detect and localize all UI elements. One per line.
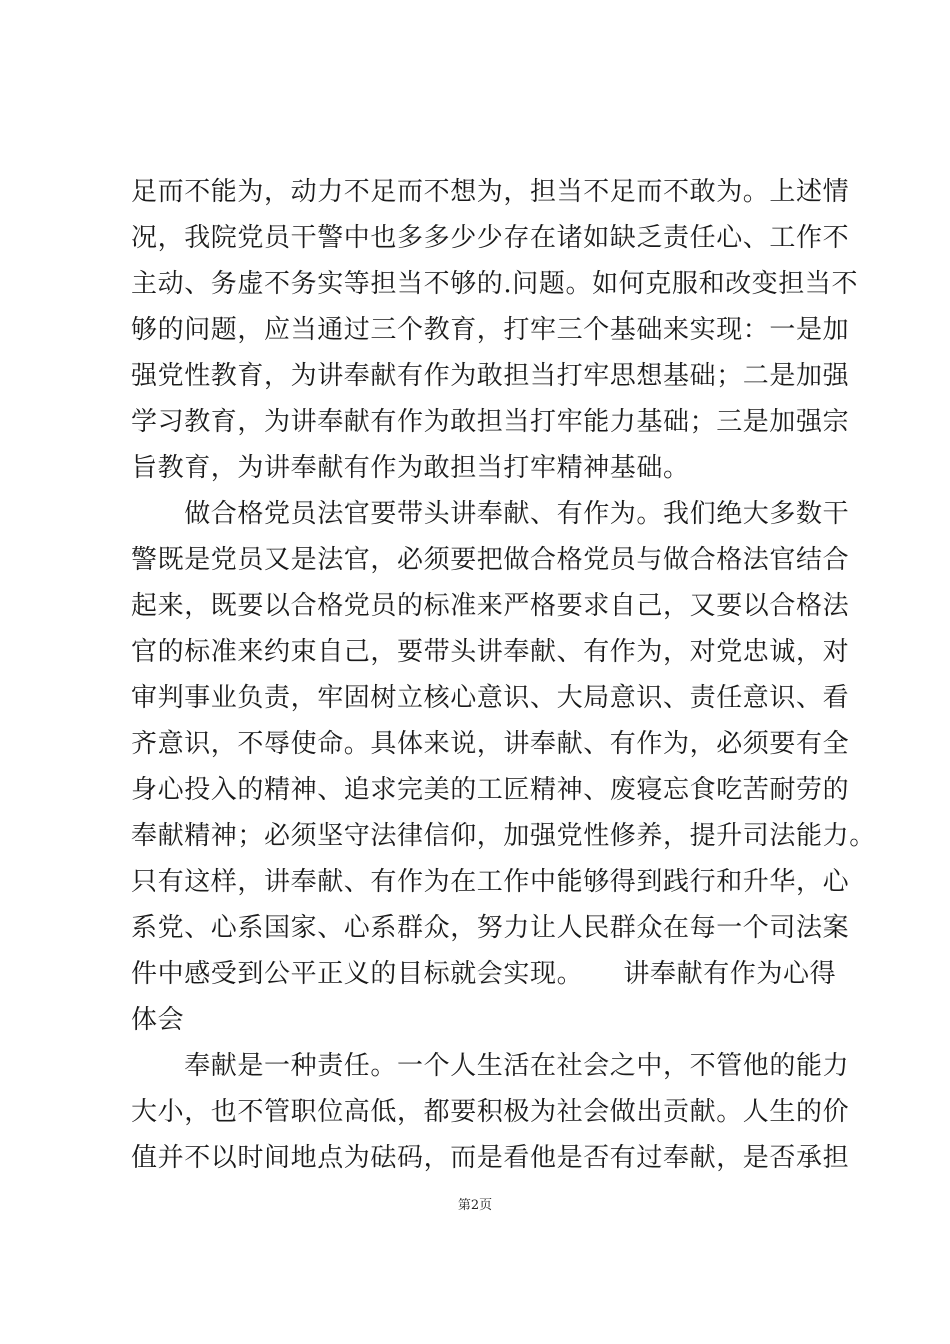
text-line: 体会 — [131, 1005, 185, 1035]
text-line: 主动、务虚不务实等担当不够的.问题。如何克服和改变担当不 — [131, 269, 859, 299]
text-line: 做合格党员法官要带头讲奉献、有作为。我们绝大多数干 — [131, 499, 850, 529]
text-line: 奉献是一种责任。一个人生活在社会之中，不管他的能力 — [131, 1051, 850, 1081]
text-line: 大小，也不管职位高低，都要积极为社会做出贡献。人生的价 — [131, 1097, 850, 1127]
text-line: 起来，既要以合格党员的标准来严格要求自己，又要以合格法 — [131, 591, 850, 621]
text-line: 够的问题，应当通过三个教育，打牢三个基础来实现：一是加 — [131, 315, 850, 345]
text-line: 身心投入的精神、追求完美的工匠精神、废寝忘食吃苦耐劳的 — [131, 775, 850, 805]
text-line: 足而不能为，动力不足而不想为，担当不足而不敢为。上述情 — [131, 177, 850, 207]
text-line: 警既是党员又是法官，必须要把做合格党员与做合格法官结合 — [131, 545, 850, 575]
text-line: 强党性教育，为讲奉献有作为敢担当打牢思想基础；二是加强 — [131, 361, 850, 391]
text-line: 审判事业负责，牢固树立核心意识、大局意识、责任意识、看 — [131, 683, 850, 713]
page-number: 第2页 — [457, 1198, 493, 1213]
text-line: 值并不以时间地点为砝码，而是看他是否有过奉献，是否承担 — [131, 1143, 850, 1173]
text-line: 况，我院党员干警中也多多少少存在诸如缺乏责任心、工作不 — [131, 223, 850, 253]
text-line: 学习教育，为讲奉献有作为敢担当打牢能力基础；三是加强宗 — [131, 407, 850, 437]
text-line: 奉献精神；必须坚守法律信仰，加强党性修养，提升司法能力。 — [131, 821, 876, 851]
text-line: 旨教育，为讲奉献有作为敢担当打牢精神基础。 — [131, 453, 690, 483]
text-line: 系党、心系国家、心系群众，努力让人民群众在每一个司法案 — [131, 913, 850, 943]
text-line: 件中感受到公平正义的目标就会实现。 讲奉献有作为心得 — [131, 959, 837, 989]
text-line: 官的标准来约束自己，要带头讲奉献、有作为，对党忠诚，对 — [131, 637, 850, 667]
text-line: 只有这样，讲奉献、有作为在工作中能够得到践行和升华，心 — [131, 867, 850, 897]
text-line: 齐意识，不辱使命。具体来说，讲奉献、有作为，必须要有全 — [131, 729, 850, 759]
